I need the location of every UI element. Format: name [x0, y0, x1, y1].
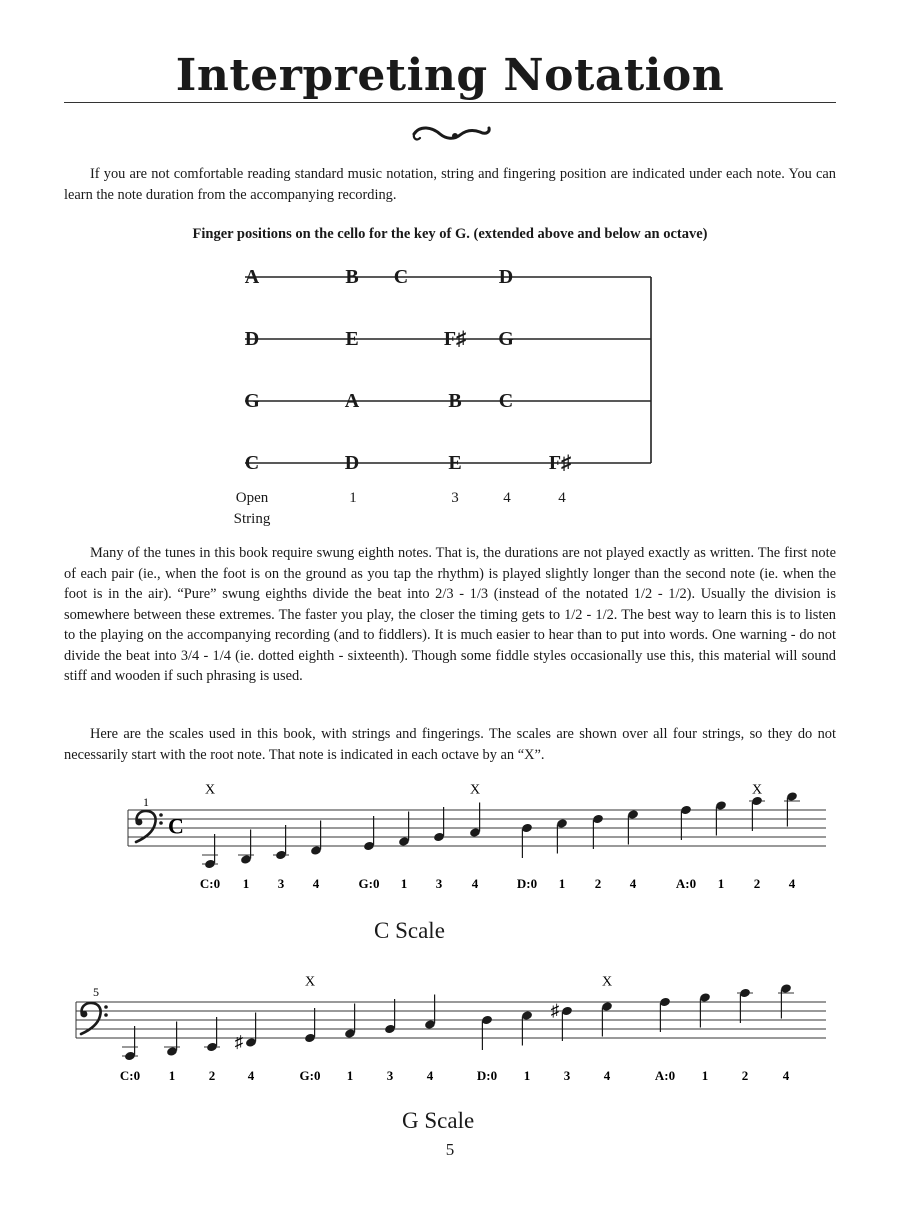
scale-note [521, 1010, 533, 1083]
scale-note [627, 809, 639, 891]
swing-paragraph: Many of the tunes in this book require swung eighth notes. That is, the durations are not played exactly as written. The first note of each pair (ie., when the foot is on the ground as you tap the rhythm) is played slightly longer than the second note (ie. when the foot is in the air). “Pure” swung eighths divide the beat into 2/3 - 1/3 (instead of the notated 1/2 - 1/2). Usually the division is somewhere between these extremes. The faster you play, the closer the timing gets to 1/2 - 1/2. The best way to learn this is to listen to the playing on the accompanying recording (and to fiddlers). It is much easier to hear than to put into words. One warning - do not divide the beat into 3/4 - 1/4 (ie. dotted eighth - sixteenth). Though some fiddle styles occasionally use this, this material will sound stiff and wooden if such phrasing is used. [64, 545, 836, 684]
scales-intro-paragraph: Here are the scales used in this book, with strings and fingerings. The scales are shown over all four strings, so they do not necessarily start with the root note. That note is indicated in each octave by an “X”. [64, 726, 836, 763]
fingering-label: 1 [346, 1068, 354, 1083]
fingering-label: 2 [208, 1068, 216, 1083]
chart-note: E [345, 328, 359, 350]
root-note-marker: X [204, 782, 216, 798]
chart-note: C [498, 390, 514, 412]
intro-paragraph: If you are not comfortable reading standard music notation, string and fingering position are indicated under each note. You can learn the note duration from the accompanying recording. [64, 166, 836, 203]
chart-note: F♯ [443, 328, 467, 350]
chart-note: D [244, 328, 260, 350]
scale-note [592, 814, 604, 891]
finger-number: 4 [558, 490, 566, 506]
fingering-label: C:0 [199, 876, 221, 891]
finger-number: 4 [503, 490, 511, 506]
g-scale-title: G Scale [402, 1108, 475, 1133]
fingering-label: 4 [603, 1068, 611, 1083]
scale-note [778, 983, 794, 1083]
scale-note [655, 997, 675, 1083]
measure-number: 1 [143, 795, 149, 809]
fingering-label: 1 [168, 1068, 176, 1083]
fingering-label: 4 [629, 876, 637, 891]
open-string-label: String [233, 511, 271, 527]
fingering-label: 1 [717, 876, 725, 891]
c-scale-title: C Scale [374, 918, 445, 943]
chart-note: A [344, 390, 360, 412]
scale-note [344, 1004, 356, 1084]
scale-note [384, 999, 396, 1083]
fingering-label: 4 [471, 876, 479, 891]
fingering-label: 3 [277, 876, 285, 891]
finger-position-chart [0, 255, 900, 535]
fingering-label: A:0 [654, 1068, 676, 1083]
scale-note [120, 1026, 140, 1083]
flourish-ornament-icon [410, 122, 492, 152]
fingering-label: 1 [242, 876, 250, 891]
root-note-marker: X [469, 782, 481, 798]
fingering-label: 1 [701, 1068, 709, 1083]
fingering-label: 4 [782, 1068, 790, 1083]
fingering-label: 2 [594, 876, 602, 891]
root-note-marker: X [601, 974, 613, 990]
fingering-label: 2 [753, 876, 761, 891]
scale-note [359, 816, 380, 891]
chart-note: C [393, 266, 409, 288]
root-note-marker: X [304, 974, 316, 990]
scale-note [551, 1001, 573, 1083]
scale-note [676, 805, 696, 891]
chart-note: B [448, 390, 462, 412]
c-scale-staff [0, 780, 900, 900]
sharp-accidental: ♯ [234, 1032, 244, 1052]
fingering-label: 4 [788, 876, 796, 891]
scale-note [433, 807, 445, 891]
fingering-label: D:0 [476, 1068, 498, 1083]
chart-note: E [448, 452, 462, 474]
finger-number: 3 [451, 490, 459, 506]
fingering-label: 2 [741, 1068, 749, 1083]
measure-number: 5 [93, 985, 99, 999]
fingering-label: 1 [523, 1068, 531, 1083]
fingering-label: 4 [312, 876, 320, 891]
title-rule [64, 102, 836, 103]
fingering-label: 3 [563, 1068, 571, 1083]
chart-note: G [244, 390, 260, 412]
page-number: 5 [445, 1140, 455, 1159]
fingering-label: G:0 [358, 876, 380, 891]
fingering-label: 1 [558, 876, 566, 891]
scale-note [164, 1022, 180, 1084]
scale-note [784, 791, 800, 891]
fingering-label: 1 [400, 876, 408, 891]
chart-note: D [344, 452, 360, 474]
scale-note [398, 812, 410, 892]
chart-note: B [345, 266, 359, 288]
fingering-label: 3 [386, 1068, 394, 1083]
fingering-label: C:0 [119, 1068, 141, 1083]
chart-note: A [244, 266, 260, 288]
scale-note [517, 823, 537, 891]
chart-note: C [244, 452, 260, 474]
scale-note [477, 1015, 497, 1083]
chart-note: D [498, 266, 514, 288]
open-string-label: Open [235, 490, 269, 506]
root-note-marker: X [751, 782, 763, 798]
scale-note [424, 995, 436, 1084]
chart-note: G [498, 328, 514, 350]
fingering-label: G:0 [299, 1068, 321, 1083]
chart-note: F♯ [548, 452, 572, 474]
scale-note [204, 1017, 220, 1083]
fingering-label: A:0 [675, 876, 697, 891]
fingering-label: 4 [247, 1068, 255, 1083]
fingering-label: 3 [435, 876, 443, 891]
scale-note [235, 1013, 257, 1084]
sharp-accidental: ♯ [550, 1001, 560, 1020]
fingering-label: 4 [426, 1068, 434, 1083]
scale-note [310, 821, 322, 892]
finger-chart-heading: Finger positions on the cello for the key of G. (extended above and below an octave) [192, 226, 708, 242]
page-title: Interpreting Notation [175, 50, 725, 101]
fingering-label: D:0 [516, 876, 538, 891]
time-signature: C [168, 813, 184, 839]
g-scale-staff [0, 972, 900, 1092]
finger-number: 1 [349, 490, 357, 506]
scale-note [273, 825, 289, 891]
scale-note [556, 818, 568, 891]
scale-note [238, 830, 254, 892]
